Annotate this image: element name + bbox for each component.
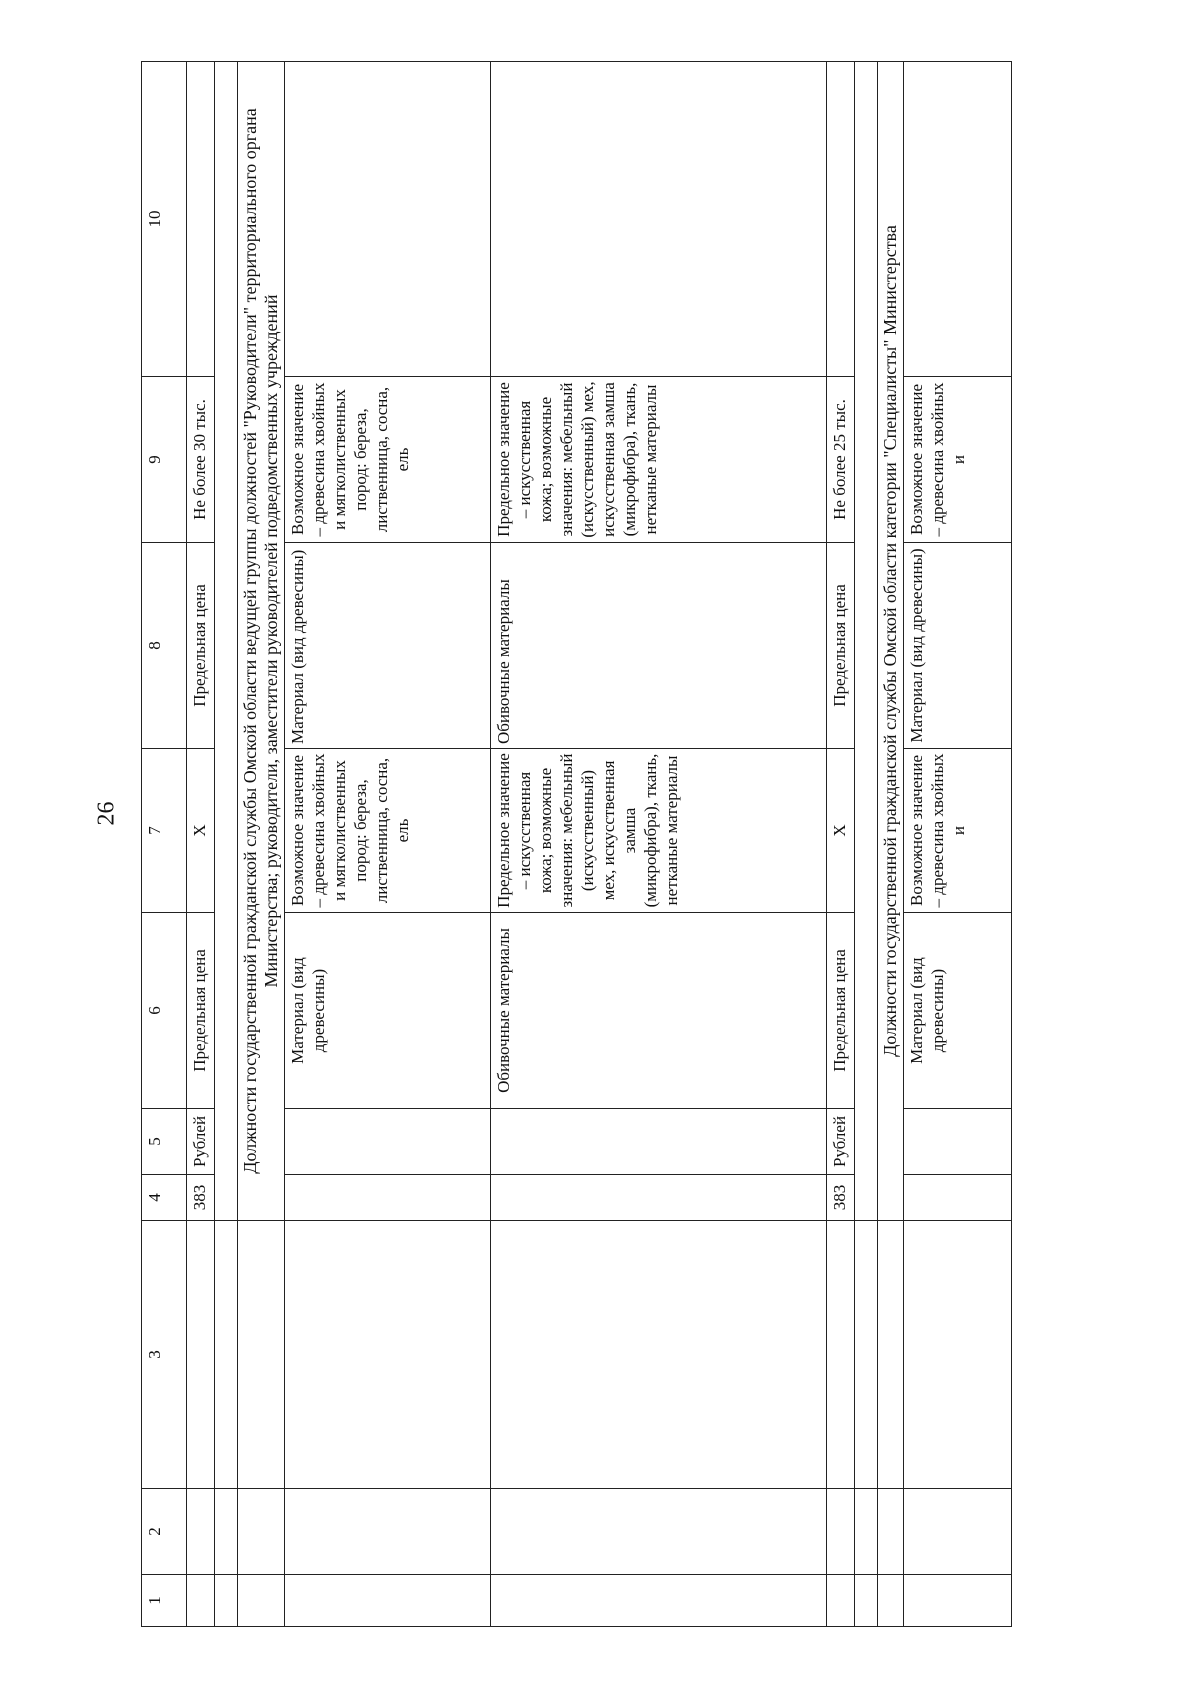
cell-empty [904, 1175, 1012, 1221]
cell-empty [491, 1575, 827, 1627]
cell-empty [904, 1575, 1012, 1627]
characteristic-name: Обивочные материалы [491, 913, 827, 1109]
col-number: 7 [142, 749, 187, 913]
cell-empty [238, 1489, 285, 1575]
unit-name: Рублей [827, 1109, 855, 1175]
cell-empty [904, 62, 1012, 377]
okei-code: 383 [827, 1175, 855, 1221]
cell-empty [285, 1489, 491, 1575]
cell-empty [215, 1221, 238, 1489]
characteristic-name: Предельная цена [187, 543, 215, 749]
cell-empty [878, 1221, 904, 1489]
characteristic-value: Возможное значение – древесина хвойных и [904, 749, 1012, 913]
material-row [285, 62, 491, 1627]
characteristic-value: Предельное значение – искусственная кожа; возможные значения: мебельный (искусственный) мех, искусственная замша (микрофибра), ткань, нетканые материалы [491, 749, 827, 913]
characteristic-value: Возможное значение – древесина хвойных и мягколиственных пород: береза, лиственница, сосна, ель [285, 377, 491, 543]
section-heading: Должности государственной гражданской службы Омской области ведущей группы должностей "Руководители" территориального органа Министерства; руководители, заместители руководителей подведомственных учреждений [238, 62, 285, 1221]
page-number: 26 [93, 801, 120, 826]
price-row-2 [827, 62, 855, 1627]
cell-empty [904, 1109, 1012, 1175]
col-number: 5 [142, 1109, 187, 1175]
characteristic-name: Материал (вид древесины) [904, 913, 1012, 1109]
characteristic-value: X [187, 749, 215, 913]
section-row-1 [238, 62, 285, 1627]
col-number: 10 [142, 62, 187, 377]
cell-empty [187, 1575, 215, 1627]
table-rotated-frame [141, 62, 1041, 1627]
cell-empty [878, 1489, 904, 1575]
cell-empty [491, 1221, 827, 1489]
cell-empty [491, 1489, 827, 1575]
cell-empty [215, 1489, 238, 1575]
upholstery-row [491, 62, 827, 1627]
cell-empty [187, 62, 215, 377]
cell-empty [285, 1575, 491, 1627]
cell-empty [491, 62, 827, 377]
spacer-row [855, 62, 878, 1627]
material-row-2 [904, 62, 1012, 1627]
section-row-2 [878, 62, 904, 1627]
price-row-1 [187, 62, 215, 1627]
cell-empty [238, 1221, 285, 1489]
unit-name: Рублей [187, 1109, 215, 1175]
cell-empty [855, 1575, 878, 1627]
col-number: 9 [142, 377, 187, 543]
norms-table [141, 61, 1012, 1627]
cell-empty [238, 1575, 285, 1627]
col-number: 3 [142, 1221, 187, 1489]
cell-empty [187, 1221, 215, 1489]
characteristic-value: X [827, 749, 855, 913]
cell-empty [827, 62, 855, 377]
characteristic-name: Обивочные материалы [491, 543, 827, 749]
cell-empty [855, 1489, 878, 1575]
characteristic-name: Материал (вид древесины) [285, 543, 491, 749]
col-number: 4 [142, 1175, 187, 1221]
cell-empty [187, 1489, 215, 1575]
cell-empty [285, 62, 491, 377]
characteristic-value: Предельное значение – искусственная кожа; возможные значения: мебельный (искусственный) мех, искусственная замша (микрофибра), ткань, нетканые материалы [491, 377, 827, 543]
cell-empty [491, 1175, 827, 1221]
okei-code: 383 [187, 1175, 215, 1221]
cell-empty [904, 1489, 1012, 1575]
cell-empty [855, 1221, 878, 1489]
col-number: 8 [142, 543, 187, 749]
cell-empty [827, 1575, 855, 1627]
characteristic-value: Возможное значение – древесина хвойных и мягколиственных пород: береза, лиственница, сосна, ель [285, 749, 491, 913]
characteristic-name: Предельная цена [187, 913, 215, 1109]
cell-empty [855, 62, 878, 1221]
col-number: 6 [142, 913, 187, 1109]
cell-empty [827, 1489, 855, 1575]
col-number: 1 [142, 1575, 187, 1627]
characteristic-name: Материал (вид древесины) [285, 913, 491, 1109]
cell-empty [827, 1221, 855, 1489]
cell-empty [215, 1575, 238, 1627]
characteristic-name: Предельная цена [827, 913, 855, 1109]
cell-empty [491, 1109, 827, 1175]
cell-empty [285, 1175, 491, 1221]
section-heading: Должности государственной гражданской службы Омской области категории "Специалисты" Министерства [878, 62, 904, 1221]
col-number: 2 [142, 1489, 187, 1575]
characteristic-name: Предельная цена [827, 543, 855, 749]
price-limit: Не более 30 тыс. [187, 377, 215, 543]
characteristic-value: Возможное значение – древесина хвойных и [904, 377, 1012, 543]
cell-empty [285, 1221, 491, 1489]
column-number-row [142, 62, 187, 1627]
cell-empty [285, 1109, 491, 1175]
characteristic-name: Материал (вид древесины) [904, 543, 1012, 749]
cell-empty [904, 1221, 1012, 1489]
cell-empty [215, 62, 238, 1221]
price-limit: Не более 25 тыс. [827, 377, 855, 543]
cell-empty [878, 1575, 904, 1627]
spacer-row [215, 62, 238, 1627]
